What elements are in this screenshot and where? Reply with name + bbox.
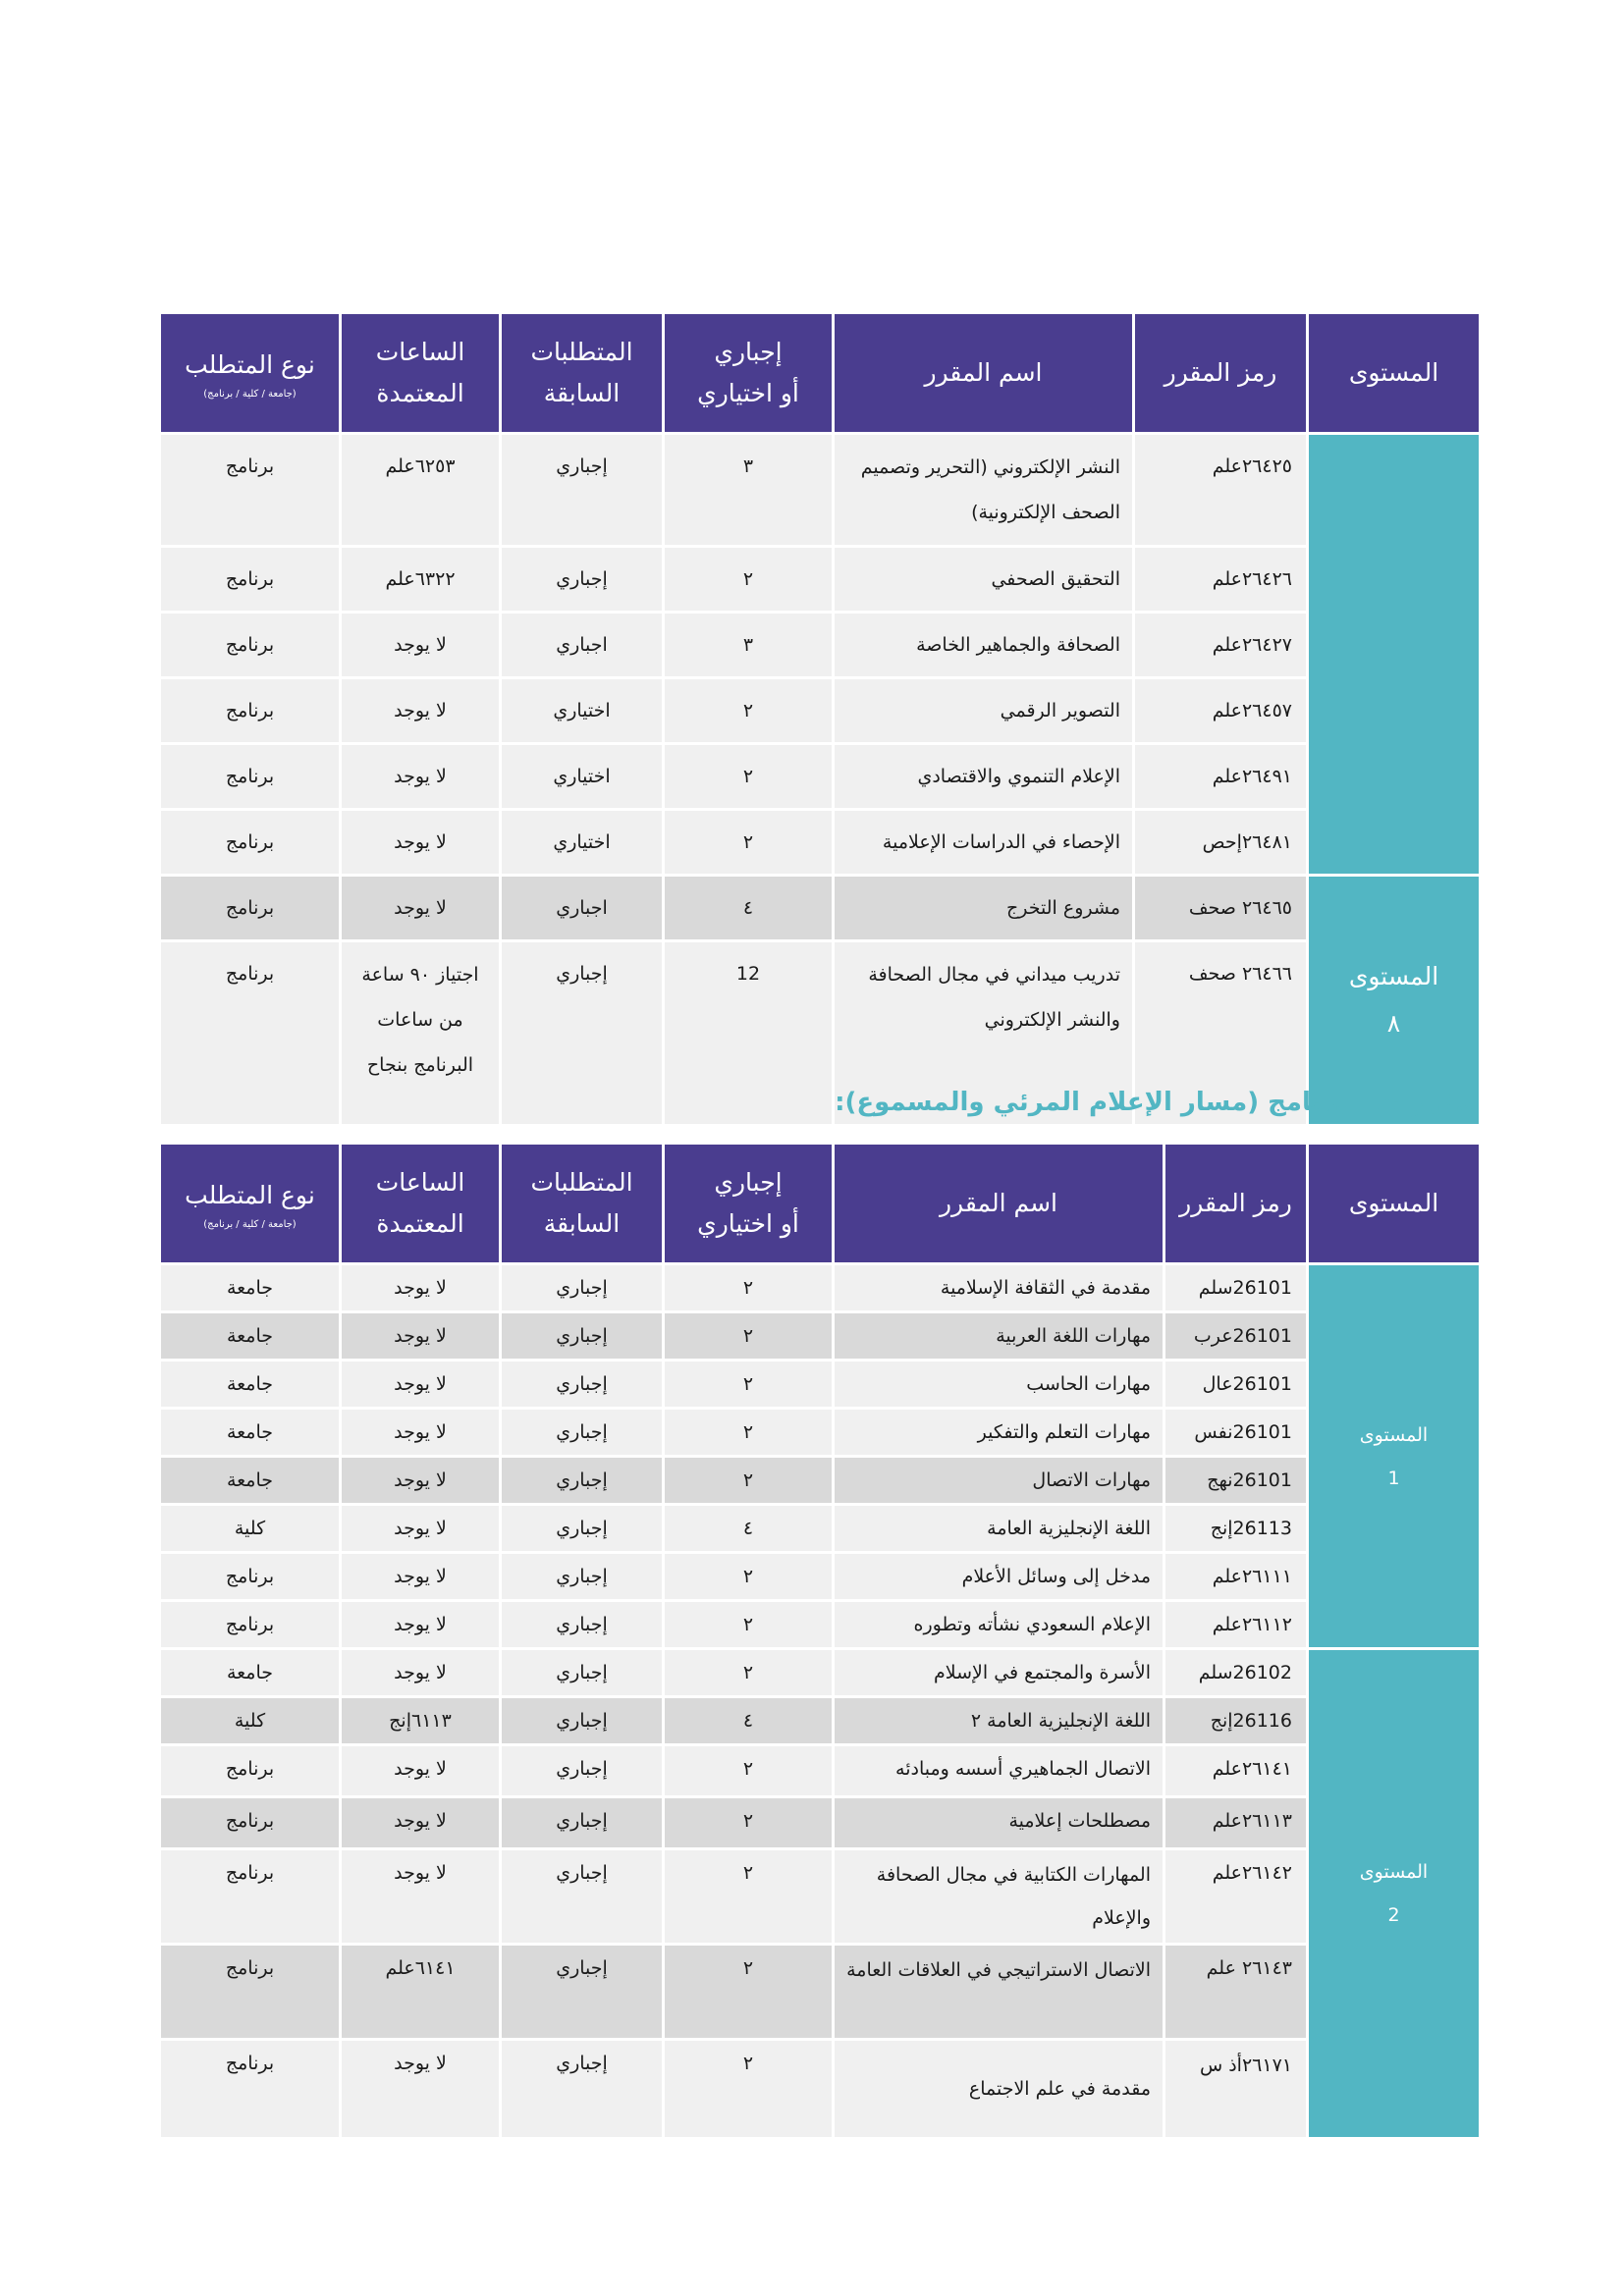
course-name: اللغة الإنجليزية العامة ٢: [835, 1698, 1163, 1743]
course-type: إجباري: [502, 548, 662, 611]
table-row: [161, 811, 1479, 874]
course-type: اجباري: [502, 877, 662, 939]
course-prereq: ٦٣٢٢علم: [342, 548, 499, 611]
course-req-type: برنامج: [161, 1850, 339, 1943]
table-row: [161, 1506, 1479, 1551]
course-code: 26113إنج: [1165, 1506, 1306, 1551]
course-name: مهارات الحاسب: [835, 1362, 1163, 1407]
course-req-type: برنامج: [161, 877, 339, 939]
course-type: إجباري: [502, 1746, 662, 1795]
course-prereq: لا يوجد: [342, 1554, 499, 1599]
course-hours: ٢: [665, 2041, 832, 2137]
course-req-type: برنامج: [161, 435, 339, 545]
table-row: [161, 877, 1479, 939]
course-name: مهارات التعلم والتفكير: [835, 1410, 1163, 1455]
table-row: [161, 679, 1479, 742]
course-req-type: برنامج: [161, 1946, 339, 2038]
course-hours: ٢: [665, 1850, 832, 1943]
course-hours: ٢: [665, 811, 832, 874]
course-req-type: جامعة: [161, 1458, 339, 1503]
level-cell-1: المستوى 1: [1309, 1265, 1479, 1647]
courses-table-visual-audio-track: [158, 1142, 1482, 2140]
table-row: [161, 745, 1479, 808]
course-hours: ٢: [665, 1650, 832, 1695]
course-hours: ٢: [665, 1313, 832, 1359]
course-type: إجباري: [502, 1798, 662, 1847]
course-name: مقدمة في الثقافة الإسلامية: [835, 1265, 1163, 1310]
course-code: 26101سلم: [1165, 1265, 1306, 1310]
course-name: الصحافة والجماهير الخاصة: [835, 614, 1132, 676]
course-req-type: كلية: [161, 1698, 339, 1743]
course-type: إجباري: [502, 2041, 662, 2137]
course-name: مصطلحات إعلامية: [835, 1798, 1163, 1847]
course-prereq: لا يوجد: [342, 1798, 499, 1847]
course-type: إجباري: [502, 435, 662, 545]
course-name: اللغة الإنجليزية العامة: [835, 1506, 1163, 1551]
course-req-type: كلية: [161, 1506, 339, 1551]
course-name: الإحصاء في الدراسات الإعلامية: [835, 811, 1132, 874]
course-prereq: لا يوجد: [342, 679, 499, 742]
course-code: 26101عال: [1165, 1362, 1306, 1407]
course-prereq: لا يوجد: [342, 1650, 499, 1695]
course-type: إجباري: [502, 1554, 662, 1599]
course-type: إجباري: [502, 1313, 662, 1359]
course-hours: ٢: [665, 1362, 832, 1407]
table-header-row: [161, 1145, 1479, 1262]
course-code: 26101نهج: [1165, 1458, 1306, 1503]
table-header-row: [161, 314, 1479, 432]
course-type: إجباري: [502, 1650, 662, 1695]
table-row: [161, 1602, 1479, 1647]
course-hours: ٤: [665, 1698, 832, 1743]
course-type: إجباري: [502, 1602, 662, 1647]
header-code: رمز المقرر: [1135, 314, 1306, 432]
course-name: الإعلام التنموي والاقتصادي: [835, 745, 1132, 808]
course-prereq: لا يوجد: [342, 1506, 499, 1551]
course-type: إجباري: [502, 942, 662, 1124]
course-type: اجباري: [502, 614, 662, 676]
course-hours: ٣: [665, 614, 832, 676]
course-type: اختياري: [502, 745, 662, 808]
table-row: [161, 1850, 1479, 1943]
course-prereq: لا يوجد: [342, 877, 499, 939]
table-row: [161, 1410, 1479, 1455]
course-name: النشر الإلكتروني (التحرير وتصميم الصحف الإلكترونية): [835, 435, 1132, 545]
course-req-type: جامعة: [161, 1265, 339, 1310]
course-name: الاتصال الجماهيري أسسه ومبادئه: [835, 1746, 1163, 1795]
section-title: مقررات البرنامج (مسار الإعلام المرئي والمسموع):: [835, 1088, 1474, 1117]
course-type: إجباري: [502, 1458, 662, 1503]
table-row: [161, 1554, 1479, 1599]
course-name: مهارات الاتصال: [835, 1458, 1163, 1503]
course-name: التحقيق الصحفي: [835, 548, 1132, 611]
course-hours: ٢: [665, 1602, 832, 1647]
course-code: 26116إنج: [1165, 1698, 1306, 1743]
course-req-type: برنامج: [161, 2041, 339, 2137]
course-hours: ٢: [665, 1798, 832, 1847]
course-req-type: برنامج: [161, 1798, 339, 1847]
course-prereq: لا يوجد: [342, 811, 499, 874]
course-req-type: جامعة: [161, 1650, 339, 1695]
course-prereq: لا يوجد: [342, 614, 499, 676]
course-code: 26102سلم: [1165, 1650, 1306, 1695]
course-prereq: لا يوجد: [342, 1410, 499, 1455]
course-prereq: ٦١١٣إنج: [342, 1698, 499, 1743]
course-code: ٢٦١٤٢علم: [1165, 1850, 1306, 1943]
level-cell-2: المستوى 2: [1309, 1650, 1479, 2137]
header-type: إجباري أو اختياري: [665, 314, 832, 432]
course-hours: ٢: [665, 679, 832, 742]
table-row: [161, 1313, 1479, 1359]
course-hours: ٢: [665, 1946, 832, 2038]
course-code: ٢٦١٤١علم: [1165, 1746, 1306, 1795]
course-code: 26101عرب: [1165, 1313, 1306, 1359]
course-name: التصوير الرقمي: [835, 679, 1132, 742]
course-prereq: لا يوجد: [342, 1458, 499, 1503]
course-code: ٢٦٤٥٧علم: [1135, 679, 1306, 742]
course-hours: ٤: [665, 1506, 832, 1551]
course-hours: ٢: [665, 1458, 832, 1503]
table-row: [161, 1362, 1479, 1407]
course-req-type: برنامج: [161, 942, 339, 1124]
course-req-type: برنامج: [161, 548, 339, 611]
header-level: المستوى: [1309, 314, 1479, 432]
course-code: ٢٦٤٢٦علم: [1135, 548, 1306, 611]
header-hours: الساعات المعتمدة: [342, 314, 499, 432]
course-name: الأسرة والمجتمع في الإسلام: [835, 1650, 1163, 1695]
course-req-type: جامعة: [161, 1362, 339, 1407]
table-row: [161, 1698, 1479, 1743]
course-prereq: لا يوجد: [342, 1746, 499, 1795]
table-row: [161, 1265, 1479, 1310]
course-code: ٢٦١١١علم: [1165, 1554, 1306, 1599]
table-row: [161, 1458, 1479, 1503]
course-code: ٢٦١٧١أذ س: [1165, 2041, 1306, 2137]
header-level: المستوى: [1309, 1145, 1479, 1262]
course-req-type: برنامج: [161, 1554, 339, 1599]
courses-table-level-8: [158, 311, 1482, 1127]
course-prereq: ٦١٤١علم: [342, 1946, 499, 2038]
course-hours: ٣: [665, 435, 832, 545]
header-prereq: المتطلبات السابقة: [502, 314, 662, 432]
course-req-type: برنامج: [161, 811, 339, 874]
course-name: الاتصال الاستراتيجي في العلاقات العامة: [835, 1946, 1163, 2038]
table-row: [161, 2041, 1479, 2137]
course-name: تدريب ميداني في مجال الصحافة والنشر الإلكتروني: [835, 942, 1132, 1124]
course-prereq: اجتياز ٩٠ ساعة من ساعات البرنامج بنجاح: [342, 942, 499, 1124]
course-name: مهارات اللغة العربية: [835, 1313, 1163, 1359]
course-prereq: لا يوجد: [342, 1362, 499, 1407]
course-type: اختياري: [502, 679, 662, 742]
course-req-type: جامعة: [161, 1410, 339, 1455]
course-code: ٢٦٤٢٧علم: [1135, 614, 1306, 676]
course-prereq: لا يوجد: [342, 1313, 499, 1359]
course-prereq: ٦٢٥٣علم: [342, 435, 499, 545]
course-code: ٢٦٤٦٦ صحف: [1135, 942, 1306, 1124]
course-type: إجباري: [502, 1946, 662, 2038]
course-hours: ٢: [665, 1746, 832, 1795]
course-type: إجباري: [502, 1410, 662, 1455]
course-hours: ٤: [665, 877, 832, 939]
course-code: ٢٦٤٦٥ صحف: [1135, 877, 1306, 939]
course-prereq: لا يوجد: [342, 1265, 499, 1310]
course-req-type: جامعة: [161, 1313, 339, 1359]
course-prereq: لا يوجد: [342, 745, 499, 808]
table-row: [161, 1798, 1479, 1847]
course-code: ٢٦٤٩١علم: [1135, 745, 1306, 808]
course-type: اختياري: [502, 811, 662, 874]
course-code: ٢٦١١٣علم: [1165, 1798, 1306, 1847]
course-type: إجباري: [502, 1506, 662, 1551]
course-hours: ٢: [665, 745, 832, 808]
level-cell-8: المستوى ٨: [1309, 877, 1479, 1124]
course-hours: ٢: [665, 1265, 832, 1310]
course-type: إجباري: [502, 1265, 662, 1310]
course-name: الإعلام السعودي نشأته وتطوره: [835, 1602, 1163, 1647]
header-name: اسم المقرر: [835, 314, 1132, 432]
table-row: [161, 548, 1479, 611]
course-req-type: برنامج: [161, 1602, 339, 1647]
course-code: ٢٦٤٨١إحص: [1135, 811, 1306, 874]
table-row: [161, 614, 1479, 676]
course-req-type: برنامج: [161, 1746, 339, 1795]
course-req-type: برنامج: [161, 745, 339, 808]
course-type: إجباري: [502, 1698, 662, 1743]
header-code: رمز المقرر: [1165, 1145, 1306, 1262]
course-name: المهارات الكتابية في مجال الصحافة والإعلام: [835, 1850, 1163, 1943]
header-req-type: نوع المتطلب (جامعة / كلية / برنامج): [161, 314, 339, 432]
course-hours: ٢: [665, 548, 832, 611]
course-prereq: لا يوجد: [342, 2041, 499, 2137]
header-prereq: المتطلبات السابقة: [502, 1145, 662, 1262]
course-prereq: لا يوجد: [342, 1602, 499, 1647]
course-name: مقدمة في علم الاجتماع: [835, 2041, 1163, 2137]
course-hours: ٢: [665, 1554, 832, 1599]
header-req-type: نوع المتطلب (جامعة / كلية / برنامج): [161, 1145, 339, 1262]
course-type: إجباري: [502, 1850, 662, 1943]
header-name: اسم المقرر: [835, 1145, 1163, 1262]
course-hours: ٢: [665, 1410, 832, 1455]
course-code: 26101نفس: [1165, 1410, 1306, 1455]
course-name: مدخل إلى وسائل الأعلام: [835, 1554, 1163, 1599]
course-type: إجباري: [502, 1362, 662, 1407]
course-code: ٢٦١٤٣ علم: [1165, 1946, 1306, 2038]
header-type: إجباري أو اختياري: [665, 1145, 832, 1262]
course-prereq: لا يوجد: [342, 1850, 499, 1943]
course-code: ٢٦١١٢علم: [1165, 1602, 1306, 1647]
course-name: مشروع التخرج: [835, 877, 1132, 939]
table-row: [161, 1746, 1479, 1795]
table-row: [161, 1650, 1479, 1695]
header-hours: الساعات المعتمدة: [342, 1145, 499, 1262]
course-req-type: برنامج: [161, 614, 339, 676]
table-row: [161, 435, 1479, 545]
table-row: [161, 1946, 1479, 2038]
course-hours: 12: [665, 942, 832, 1124]
course-req-type: برنامج: [161, 679, 339, 742]
course-code: ٢٦٤٢٥علم: [1135, 435, 1306, 545]
level-cell-empty: [1309, 435, 1479, 874]
